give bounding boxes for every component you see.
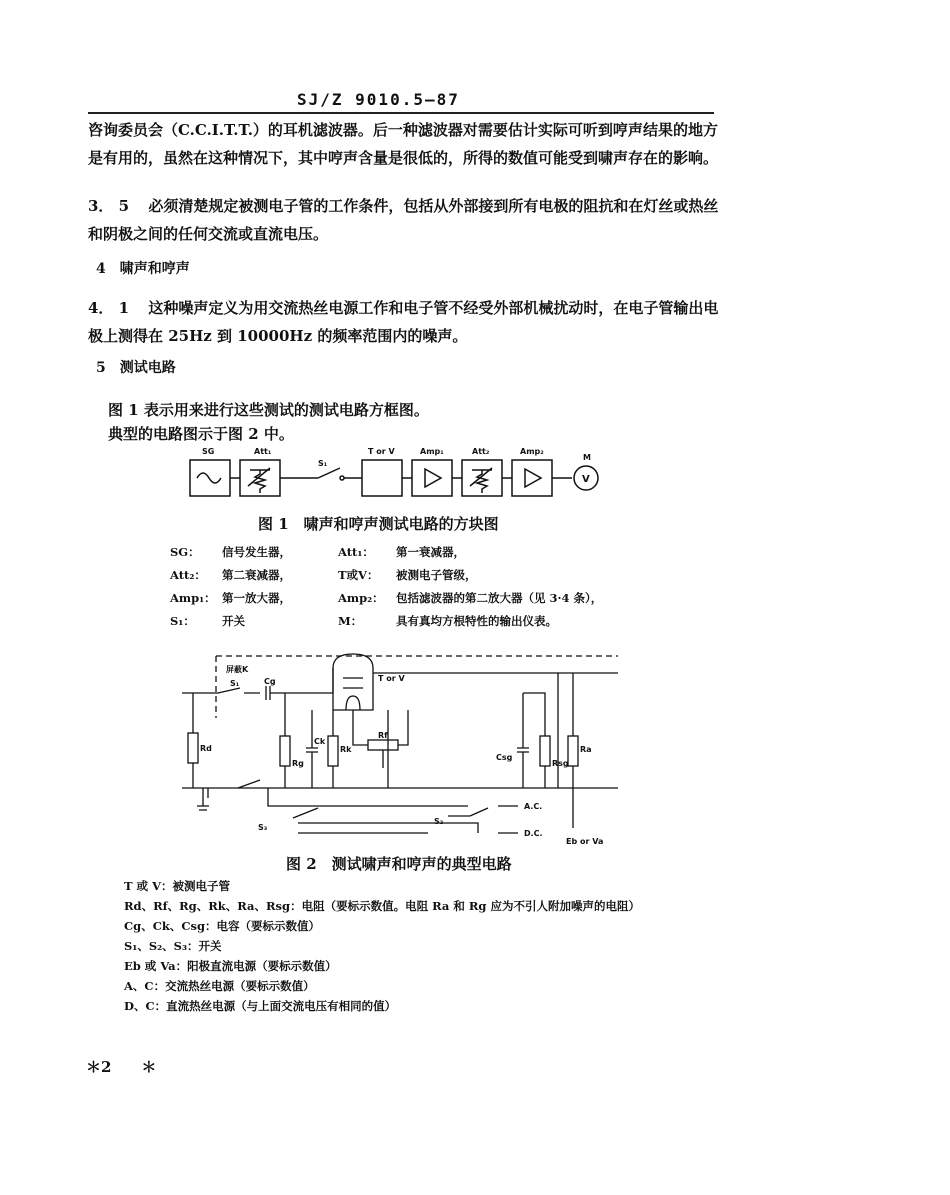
meter-v-icon: V xyxy=(582,474,590,485)
label-rf: Rf xyxy=(378,731,388,740)
legend-value: 具有真均方根特性的输出仪表。 xyxy=(396,614,557,628)
symbol-list xyxy=(124,876,640,1016)
figure-2-circuit xyxy=(178,648,648,858)
label-rk: Rk xyxy=(340,745,352,754)
rg-resistor xyxy=(280,736,290,766)
paragraph-fig1-ref: 图 1 表示用来进行这些测试的测试电路方框图。 xyxy=(108,401,429,419)
label-s2: S₂ xyxy=(434,817,444,826)
paragraph-4-1 xyxy=(88,294,728,350)
page-number: ＊2 ＊ xyxy=(86,1058,157,1076)
legend-key: T或V： xyxy=(338,568,379,582)
paragraph-3-5 xyxy=(88,192,728,248)
label-ac: A.C. xyxy=(524,802,543,811)
clause-text: 这种噪声定义为用交流热丝电源工作和电子管不经受外部机械扰动时，在电子管输出电极上测得在 25Hz 到 10000Hz 的频率范围内的噪声。 xyxy=(88,299,719,345)
figure-1-block-diagram xyxy=(180,440,610,512)
label-amp2: Amp₂ xyxy=(520,447,544,456)
csg-capacitor xyxy=(517,693,529,788)
label-amp1: Amp₁ xyxy=(420,447,444,456)
attenuator-icon xyxy=(248,468,270,493)
rf-resistor xyxy=(368,740,398,750)
legend-key: Att₁： xyxy=(338,545,374,559)
legend-value: 包括滤波器的第二放大器（见 3·4 条）， xyxy=(396,591,603,605)
label-dc: D.C. xyxy=(524,829,543,838)
amplifier-icon xyxy=(525,469,541,487)
amp1-block xyxy=(412,460,452,496)
label-tv: T or V xyxy=(368,447,395,456)
legend-value: 第一放大器， xyxy=(222,591,291,605)
legend-value: 被测电子管级， xyxy=(396,568,477,582)
list-item: Eb 或 Va：阳极直流电源（要标示数值） xyxy=(124,959,337,973)
legend-key: SG： xyxy=(170,545,200,559)
label-shield: 屏蔽K xyxy=(226,665,249,674)
amplifier-icon xyxy=(425,469,441,487)
label-tv: T or V xyxy=(378,674,405,683)
list-item: Rd、Rf、Rg、Rk、Ra、Rsg：电阻（要标示数值。电阻 Ra 和 Rg 应为不引人附加噪声的电阻） xyxy=(124,899,640,913)
amp2-block xyxy=(512,460,552,496)
ck-capacitor xyxy=(306,710,318,788)
label-s1: S₁ xyxy=(230,679,240,688)
sine-wave-icon xyxy=(197,473,221,483)
list-item: Cg、Ck、Csg：电容（要标示数值） xyxy=(124,919,320,933)
legend-value: 信号发生器， xyxy=(222,545,291,559)
legend-value: 开关 xyxy=(222,614,245,628)
label-ra: Ra xyxy=(580,745,592,754)
label-rd: Rd xyxy=(200,744,212,753)
figure-2-caption: 图 2 测试啸声和哼声的典型电路 xyxy=(286,855,512,873)
document-code: SJ/Z 9010.5—87 xyxy=(297,90,460,109)
list-item: T 或 V：被测电子管 xyxy=(124,879,230,893)
header-rule xyxy=(88,112,714,114)
s2-switch xyxy=(298,806,518,833)
legend-key: Att₂： xyxy=(170,568,206,582)
paragraph-1: 咨询委员会（C.C.I.T.T.）的耳机滤波器。后一种滤波器对需要估计实际可听到哼声结果的地方是有用的，虽然在这种情况下，其中哼声含量是很低的，所得的数值可能受到啸声存在的影响。 xyxy=(88,121,719,167)
clause-number: 4． 1 xyxy=(88,299,130,317)
list-item: S₁、S₂、S₃：开关 xyxy=(124,939,222,953)
label-cg: Cg xyxy=(264,677,276,686)
label-s3: S₃ xyxy=(258,823,268,832)
paragraph-fig2-ref: 典型的电路图示于图 2 中。 xyxy=(108,425,294,443)
rsg-resistor xyxy=(540,736,550,766)
legend-key: M： xyxy=(338,614,363,628)
figure-1-caption: 图 1 啸声和哼声测试电路的方块图 xyxy=(258,515,499,533)
section-5-title: 5 测试电路 xyxy=(96,360,176,376)
switch-s1 xyxy=(318,468,340,478)
clause-number: 3． 5 xyxy=(88,197,130,215)
legend-key: S₁： xyxy=(170,614,195,628)
label-att1: Att₁ xyxy=(254,447,272,456)
section-4-title: 4 啸声和哼声 xyxy=(96,261,190,277)
tube-envelope xyxy=(333,654,373,710)
list-item: A、C：交流热丝电源（要标示数值） xyxy=(124,979,315,993)
legend-value: 第一衰减器， xyxy=(396,545,465,559)
ground-icon xyxy=(197,788,209,810)
legend-key: Amp₂： xyxy=(338,591,384,605)
rk-resistor xyxy=(328,736,338,766)
legend-value: 第二衰减器， xyxy=(222,568,291,582)
sg-block xyxy=(190,460,230,496)
attenuator-icon xyxy=(470,468,492,493)
label-sg: SG xyxy=(202,447,215,456)
label-rg: Rg xyxy=(292,759,304,768)
list-item: D、C：直流热丝电源（与上面交流电压有相同的值） xyxy=(124,999,397,1013)
label-att2: Att₂ xyxy=(472,447,490,456)
tube-block xyxy=(362,460,402,496)
label-eb: Eb or Va xyxy=(566,837,604,846)
legend-key: Amp₁： xyxy=(170,591,216,605)
label-rsg: Rsg xyxy=(552,759,569,768)
clause-text: 必须清楚规定被测电子管的工作条件，包括从外部接到所有电极的阻抗和在灯丝或热丝和阴极之间的任何交流或直流电压。 xyxy=(88,197,719,243)
label-ck: Ck xyxy=(314,737,326,746)
rd-resistor xyxy=(188,733,198,763)
label-csg: Csg xyxy=(496,753,513,762)
ra-resistor xyxy=(568,736,578,766)
label-m: M xyxy=(583,453,591,462)
label-s1: S₁ xyxy=(318,459,328,468)
